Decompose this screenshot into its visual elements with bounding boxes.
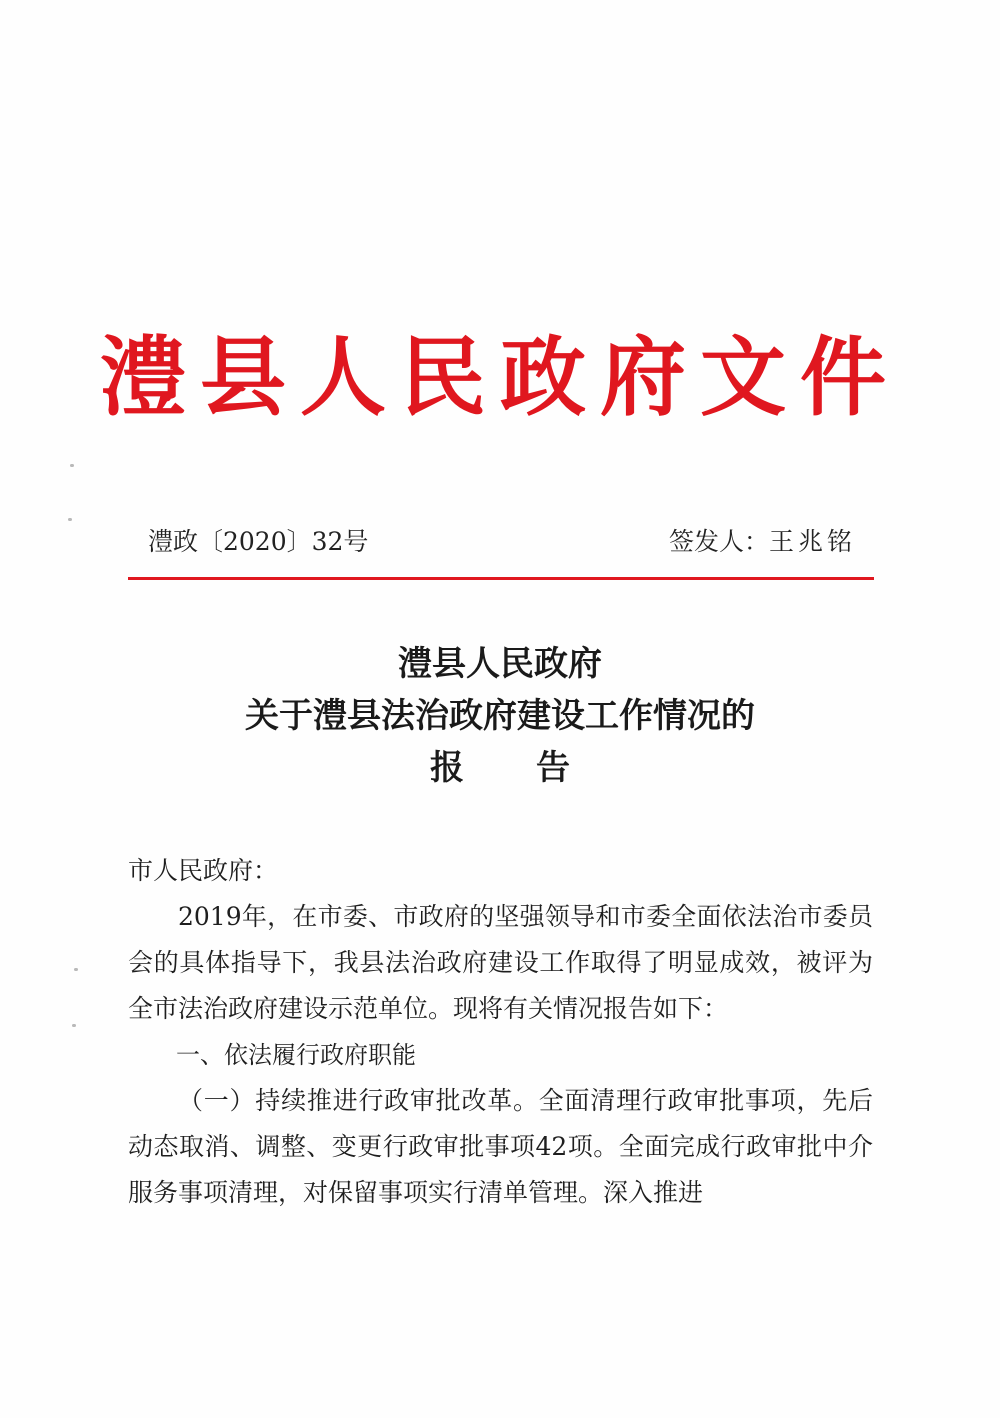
signer-name: 王兆铭 bbox=[768, 527, 856, 556]
signer bbox=[669, 522, 856, 562]
paragraph-intro: 2019年，在市委、市政府的坚强领导和市委全面依法治市委员会的具体指导下，我县法治政府建设工作取得了明显成效，被评为全市法治政府建设示范单位。现将有关情况报告如下： bbox=[128, 902, 873, 1023]
title-line-1: 澧县人民政府 bbox=[398, 644, 602, 684]
masthead-title: 澧县人民政府文件 bbox=[100, 327, 900, 428]
title-line-3: 报告 bbox=[430, 748, 642, 788]
salutation: 市人民政府： bbox=[128, 856, 279, 885]
document-number: 澧政〔2020〕32号 bbox=[148, 527, 369, 556]
title-line-2: 关于澧县法治政府建设工作情况的 bbox=[245, 696, 755, 736]
scan-speck bbox=[70, 464, 74, 467]
red-divider-line bbox=[128, 577, 874, 580]
scan-speck bbox=[72, 1024, 76, 1027]
signer-label: 签发人： bbox=[668, 527, 769, 556]
report-title bbox=[0, 638, 1000, 794]
paragraph-approval-reform: （一）持续推进行政审批改革。全面清理行政审批事项，先后动态取消、调整、变更行政审批事项42项。全面完成行政审批中介服务事项清理，对保留事项实行清单管理。深入推进 bbox=[128, 1086, 873, 1207]
report-body bbox=[128, 848, 873, 1216]
scan-speck bbox=[68, 518, 72, 521]
scan-speck bbox=[74, 968, 78, 971]
section-heading-1: 一、依法履行政府职能 bbox=[176, 1041, 416, 1069]
